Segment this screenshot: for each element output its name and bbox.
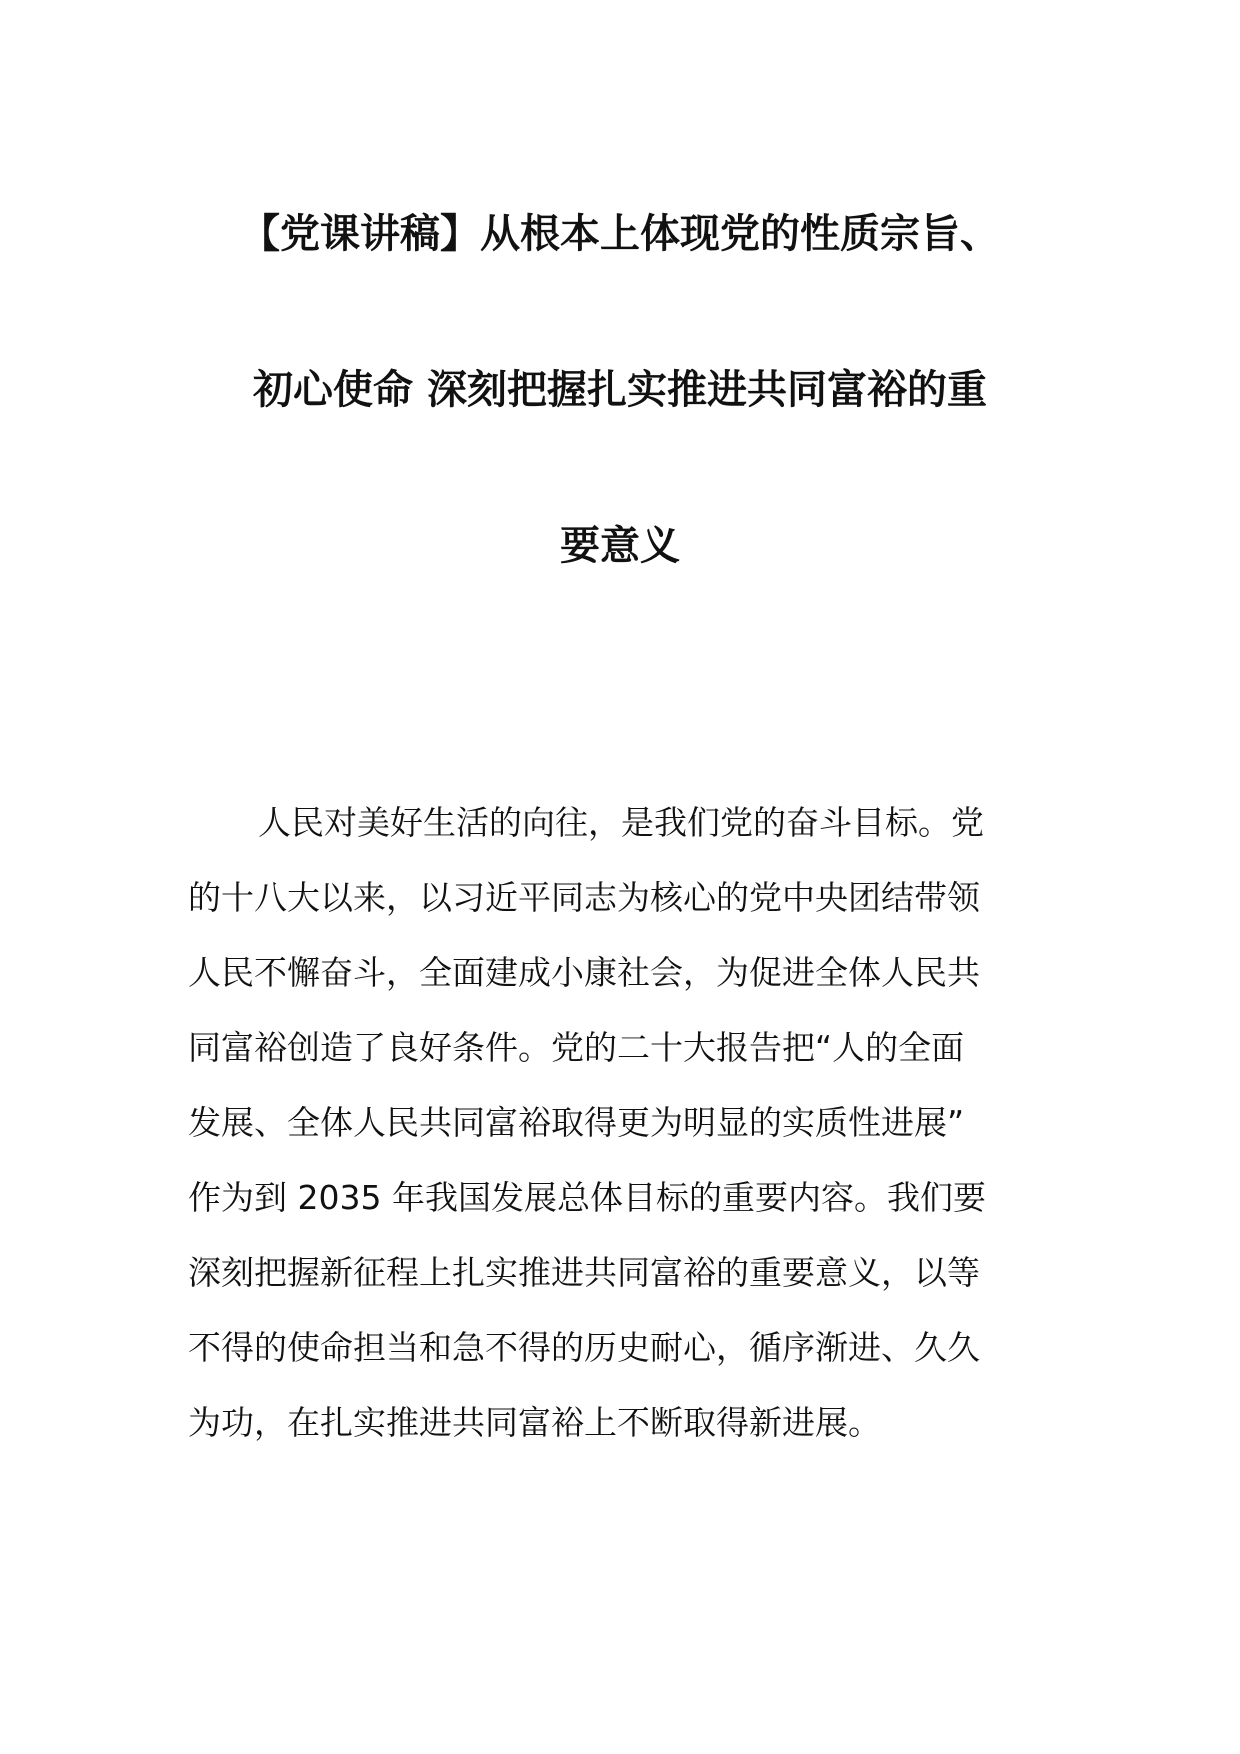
title-line-3: 要意义 — [560, 523, 680, 569]
paragraph-line: 为功，在扎实推进共同富裕上不断取得新进展。 — [188, 1403, 881, 1442]
paragraph-line: 的十八大以来，以习近平同志为核心的党中央团结带领 — [188, 878, 980, 917]
paragraph-line: 人民对美好生活的向往，是我们党的奋斗目标。党 — [258, 803, 984, 842]
title-line-1: 【党课讲稿】从根本上体现党的性质宗旨、 — [240, 211, 1000, 257]
paragraph-line: 人民不懈奋斗，全面建成小康社会，为促进全体人民共 — [188, 953, 980, 992]
paragraph-line: 同富裕创造了良好条件。党的二十大报告把“人的全面 — [188, 1028, 965, 1067]
paragraph-line: 深刻把握新征程上扎实推进共同富裕的重要意义，以等 — [188, 1253, 980, 1292]
title-line-2: 初心使命 深刻把握扎实推进共同富裕的重 — [253, 367, 987, 413]
paragraph-line: 发展、全体人民共同富裕取得更为明显的实质性进展” — [188, 1103, 965, 1142]
paragraph-line: 作为到 2035 年我国发展总体目标的重要内容。我们要 — [188, 1178, 986, 1217]
paragraph-line: 不得的使命担当和急不得的历史耐心，循序渐进、久久 — [188, 1328, 980, 1367]
